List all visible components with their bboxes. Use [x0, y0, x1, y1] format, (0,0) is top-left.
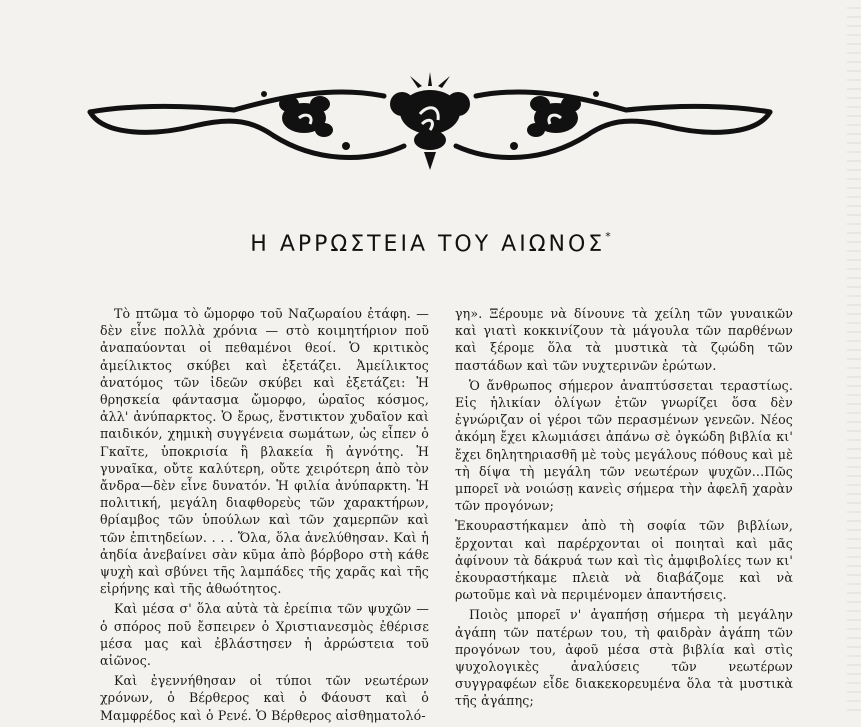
article-title: Η ΑΡΡΩΣΤΕΙΑ ΤΟΥ ΑΙΩΝΟΣ*: [250, 230, 611, 257]
right-text-column: [455, 305, 793, 713]
paragraph: Ποιὸς μπορεῖ ν' ἀγαπήσῃ σήμερα τὴ μεγάλην ἀγάπη τῶν πατέρων του, τὴ φαιδρὰν ἀγάπη τῶν προγόνων του, ἀφοῦ μέσα στὰ βιβλία καὶ στὶς ψυχολογικὲς ἀναλύσεις τῶν νεωτέρων συγγραφέων εἶδε διακεκορευμένα ὅλα τὰ μυστικὰ τῆς ἀγάπης;: [455, 607, 793, 709]
footnote-mark: *: [605, 230, 611, 243]
paragraph: Καὶ μέσα σ' ὅλα αὐτὰ τὰ ἐρείπια τῶν ψυχῶν —ὁ σπόρος ποῦ ἔσπειρεν ὁ Χριστιανεσμὸς ἐθέρισε μέσα μας καὶ ἐβλάστησεν ἡ ἀρρώστεια τοῦ αἰῶνος.: [100, 601, 429, 669]
paragraph: Ὁ ἄνθρωπος σήμερον ἀναπτύσσεται τεραστίως. Εἰς ἡλικίαν ὀλίγων ἐτῶν γνωρίζει ὅσα δὲν ἐγνώριζαν οἱ γέροι τῶν περασμένων γενεῶν. Νέος ἀκόμη ἔχει κλωμιάσει ἀπάνω σὲ ὀγκώδη βιβλία κι' ἔχει δηλητηριασθῆ μὲ τοὺς μεγάλους πόθους καὶ μὲ τὴ δίψα τὴ μεγάλη τῶν νεωτέρων ψυχῶν...Πῶς μπορεῖ νὰ νοιώσῃ κανεὶς σήμερα τὴν ἀφελῆ χαρὰν τῶν προγόνων;: [455, 377, 794, 514]
page-edge-bleed: [847, 0, 861, 711]
paragraph: γη». Ξέρουμε νὰ δίνουνε τὰ χείλη τῶν γυναικῶν καὶ γιατὶ κοκκινίζουν τὰ μάγουλα τῶν παρθένων καὶ ξέρομε ὅλα τὰ μυστικὰ τὰ ζῳώδη τῶν παστάδων καὶ τῶν νυχτερινῶν ἐρώτων.: [455, 306, 793, 373]
paragraph: Ἐκουραστήκαμεν ἀπὸ τὴ σοφία τῶν βιβλίων, ἔρχονται καὶ παρέρχονται οἱ ποιηταὶ καὶ μᾶς ἀφίνουν τὰ δάκρυά των καὶ τὶς ἀμφιβολίες των κι' ἐκουραστήκαμε πλειὰ νὰ διαβάζομε καὶ νὰ ρωτοῦμε καὶ νὰ περιμένομεν ἀπαντήσεις.: [455, 518, 793, 603]
art-nouveau-floral-headpiece-icon: [84, 66, 776, 176]
left-text-column: [100, 305, 429, 727]
paragraph: Τὸ πτῶμα τὸ ὤμορφο τοῦ Ναζωραίου ἐτάφη. — δὲν εἶνε πολλὰ χρόνια — στὸ κοιμητήριον ποῦ ἀναπαύονται οἱ πεθαμένοι θεοί. Ὁ κριτικὸς ἀμείλικτος σκύβει καὶ ἐξετάζει. Ἀμείλικτος ἀνατόμος τῶν ἰδεῶν σκύβει καὶ ἐξετάζει: Ἡ θρησκεία φάντασμα ὤμορφο, ὡραῖος κόσμος, ἀλλ' ἀνύπαρκτος. Ὁ ἔρως, ἔνστικτον χυδαῖον καὶ παιδικόν, χημικὴ συγγένεια σωμάτων, ὡς εἶπεν ὁ Γκαῖτε, ὑποκρισία ἢ βλακεία ἢ ἀγνότης. Ἡ γυναῖκα, οὔτε καλύτερη, οὔτε χειρότερη ἀπὸ τὸν ἄνδρα—δὲν εἶνε δυνατόν. Ἡ φιλία ἀνύπαρκτη. Ἡ πολιτική, μεγάλη διαφθορεὺς τῶν χαρακτήρων, θρίαμβος τῶν ὑπούλων καὶ τῶν χαμερπῶν καὶ τῶν ἐπιτηδείων. . . . Ὅλα, ὅλα ἀνελύθησαν. Καὶ ἡ ἀηδία ἀνεβαίνει σὰν κῦμα ἀπὸ βόρβορο στὴ κάθε ψυχὴ καὶ σβύνει τῆς λαμπάδες τῆς χαρᾶς καὶ τῆς εἰρήνης καὶ τῆς ἀθωότητος.: [100, 306, 429, 597]
paragraph: Καὶ ἐγεννήθησαν οἱ τύποι τῶν νεωτέρων χρόνων, ὁ Βέρθερος καὶ ὁ Φάουστ καὶ ὁ Μαμφρέδος καὶ ὁ Ρενέ. Ὁ Βέρθερος αἰσθηματολό-: [100, 673, 429, 723]
